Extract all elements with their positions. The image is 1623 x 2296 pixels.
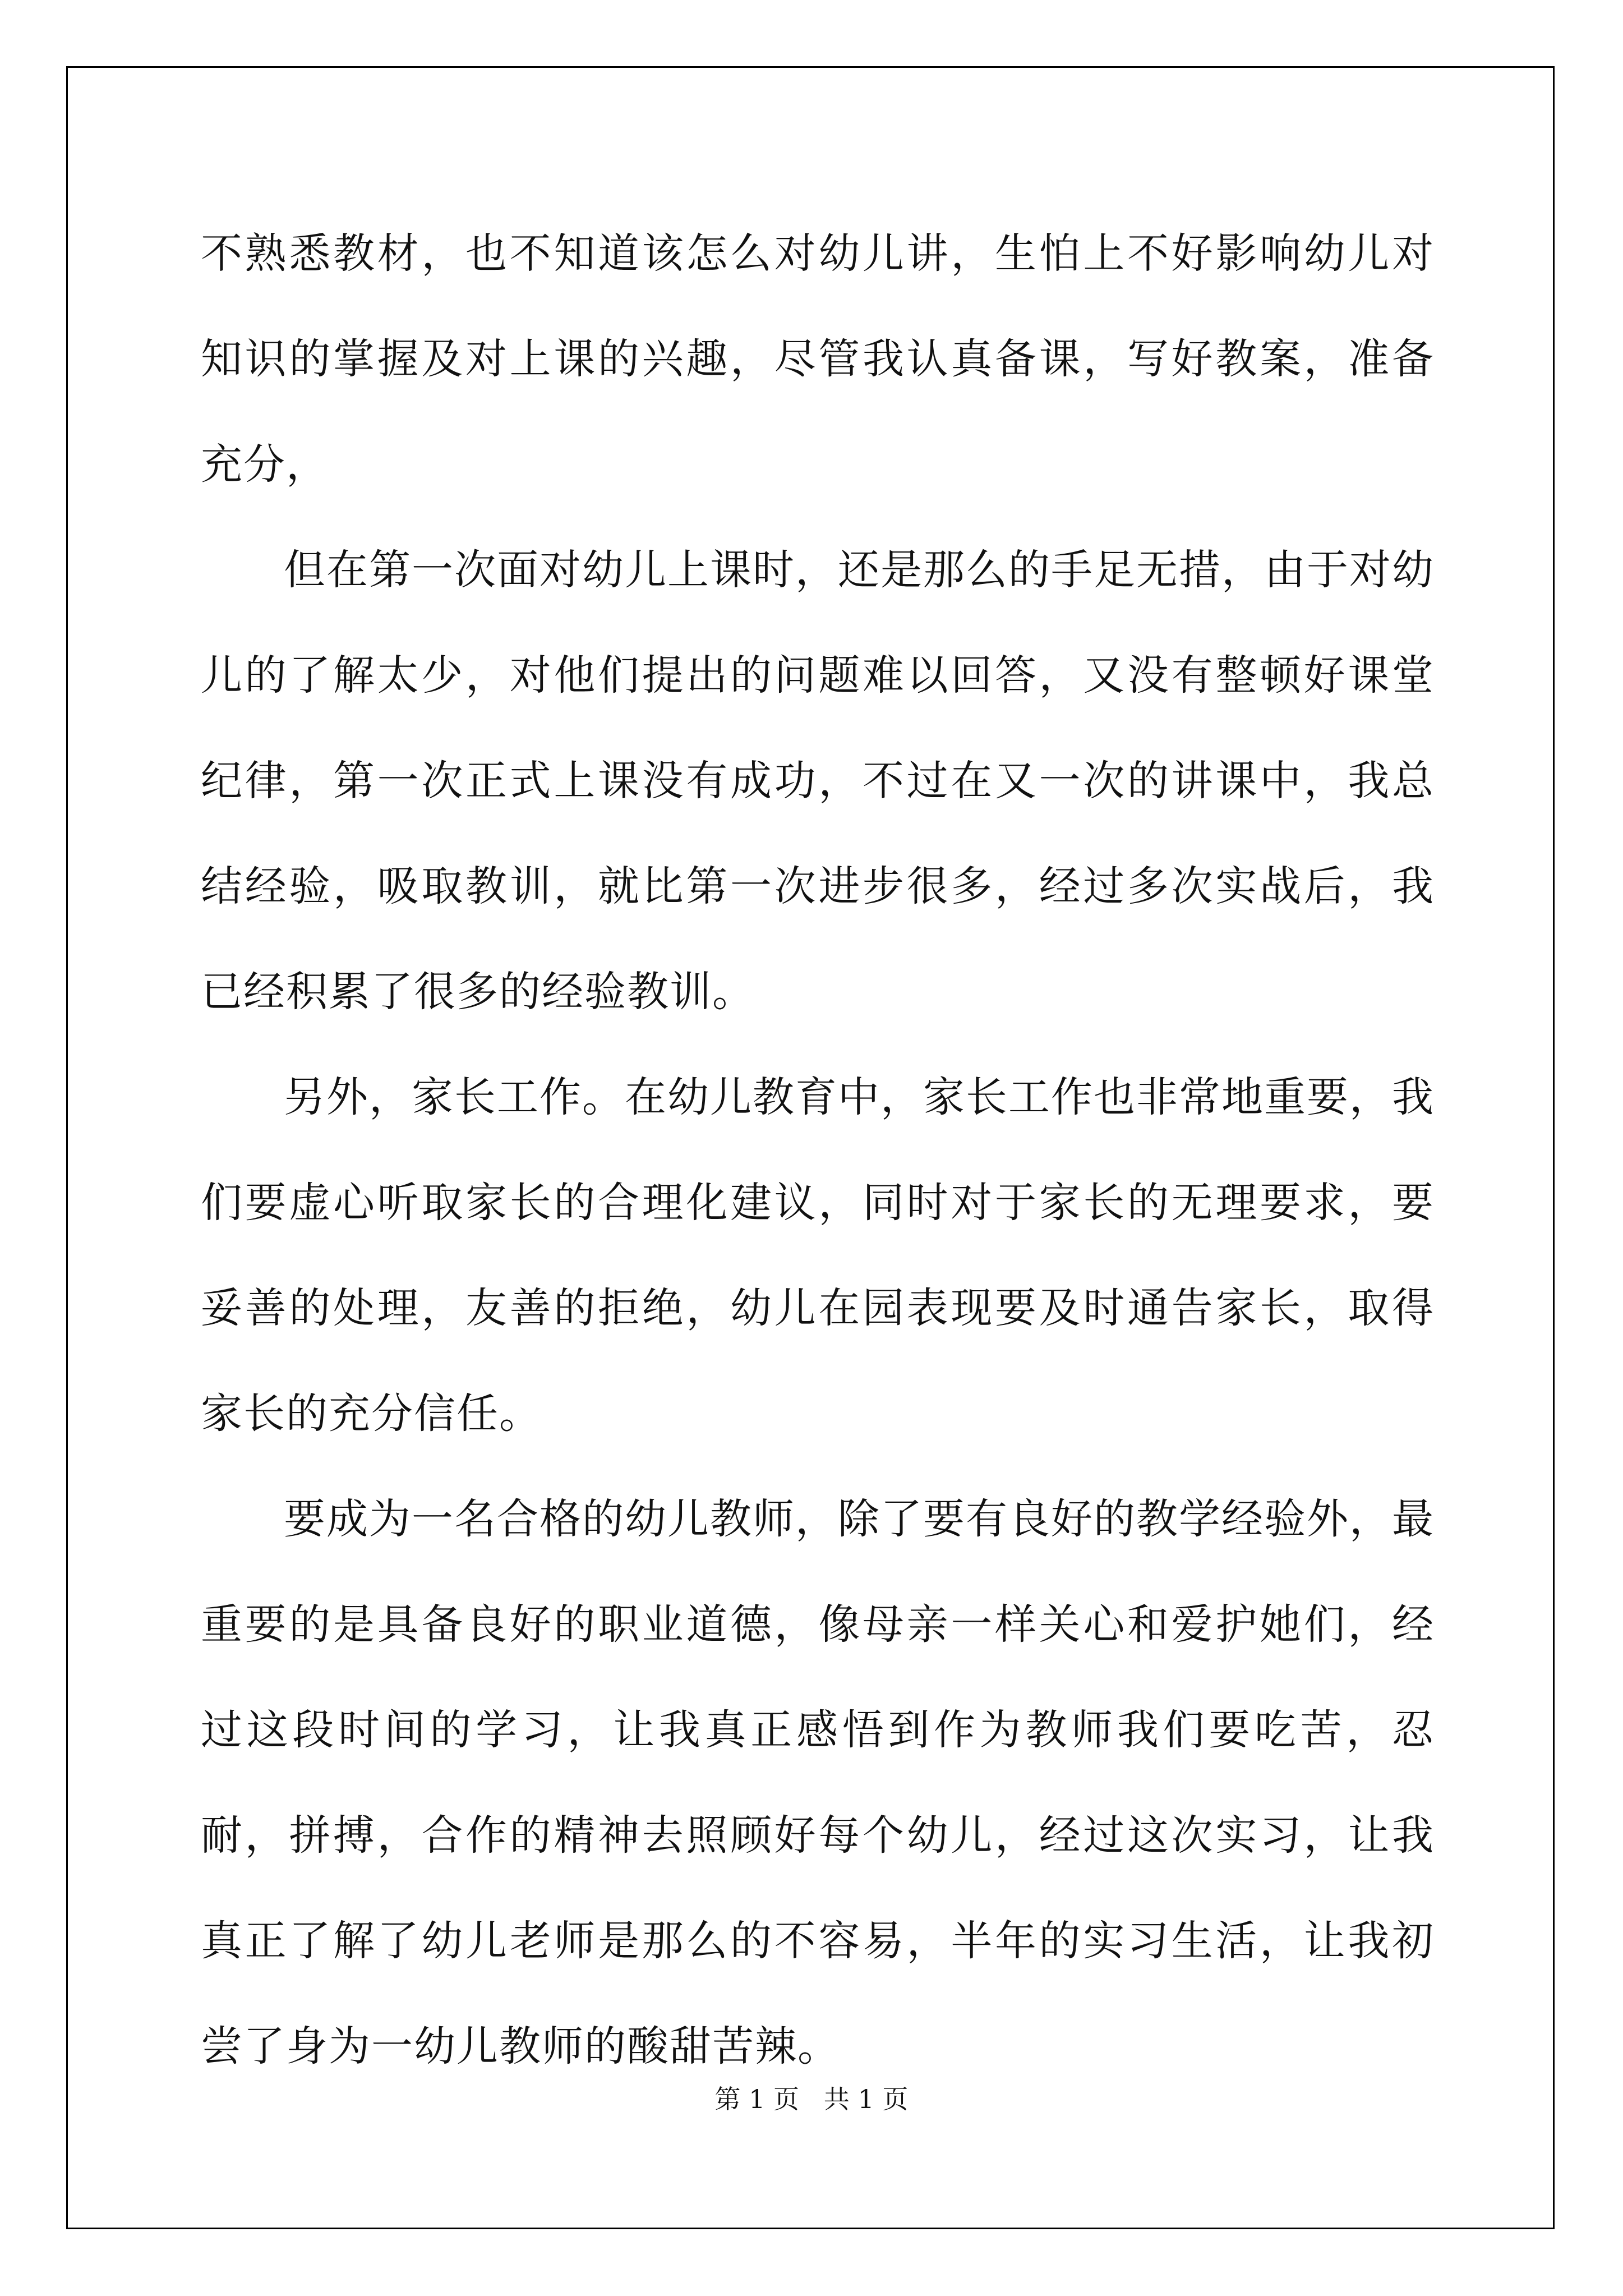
paragraph-4: 要成为一名合格的幼儿教师，除了要有良好的教学经验外，最重要的是具备良好的职业道德，像母亲一样关心和爱护她们，经过这段时间的学习，让我真正感悟到作为教师我们要吃苦，忍耐，拼搏，合作的精神去照顾好每个幼儿，经过这次实习，让我真正了解了幼儿老师是那么的不容易，半年的实习生活，让我初尝了身为一幼儿教师的酸甜苦辣。	[201, 1495, 1435, 2070]
paragraph-1: 不熟悉教材，也不知道该怎么对幼儿讲，生怕上不好影响幼儿对知识的掌握及对上课的兴趣，尽管我认真备课，写好教案，准备充分，	[201, 229, 1435, 489]
page-footer	[0, 2082, 1623, 2116]
page-number-label: 第 1 页 共 1 页	[714, 2084, 909, 2114]
paragraph-2: 但在第一次面对幼儿上课时，还是那么的手足无措，由于对幼儿的了解太少，对他们提出的问题难以回答，又没有整顿好课堂纪律，第一次正式上课没有成功，不过在又一次的讲课中，我总结经验，吸取教训，就比第一次进步很多，经过多次实战后，我已经积累了很多的经验教训。	[201, 546, 1435, 1016]
paragraph-3: 另外，家长工作。在幼儿教育中，家长工作也非常地重要，我们要虚心听取家长的合理化建议，同时对于家长的无理要求，要妥善的处理，友善的拒绝，幼儿在园表现要及时通告家长，取得家长的充分信任。	[201, 1073, 1435, 1438]
document-body	[201, 201, 1435, 2099]
